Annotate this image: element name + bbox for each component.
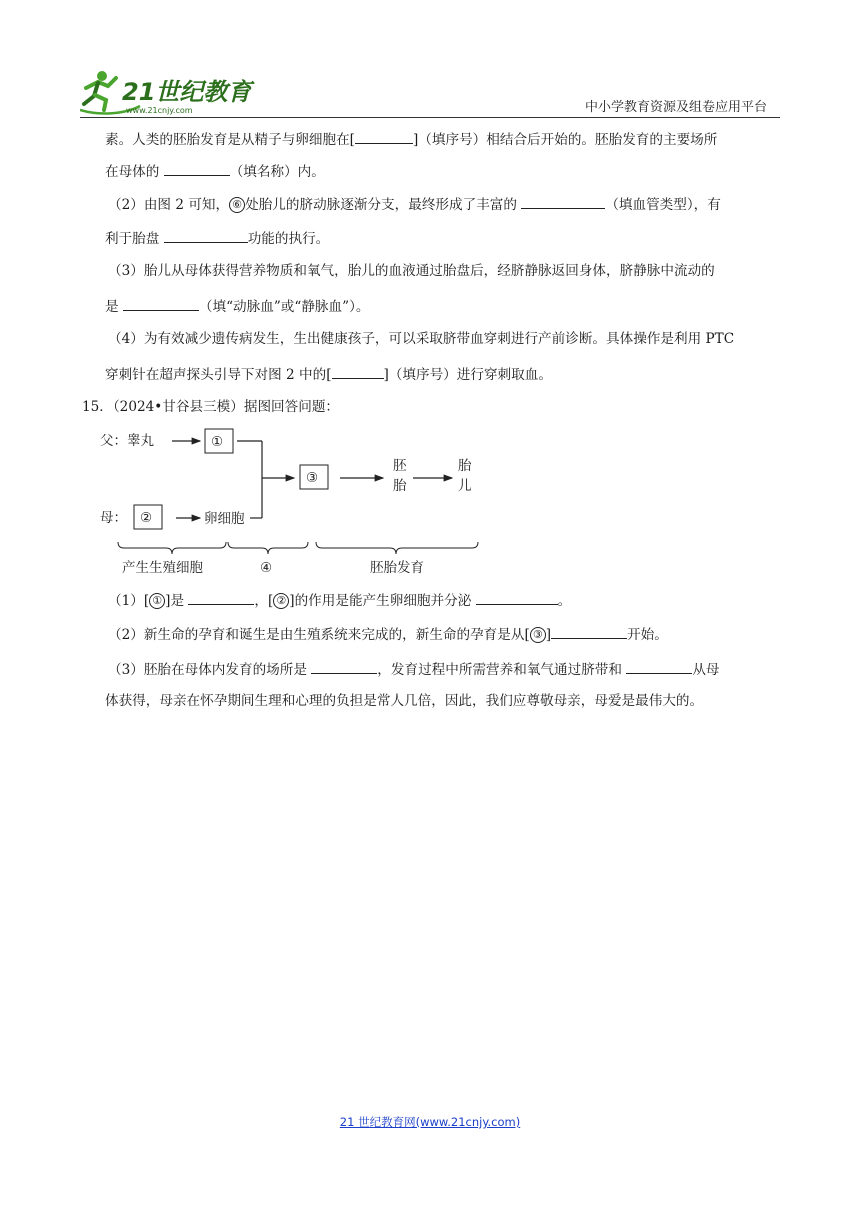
reproduction-diagram <box>100 420 490 585</box>
label-fetus-1: 胎 <box>458 458 472 474</box>
circled-number: ③ <box>530 627 546 643</box>
answer-blank[interactable] <box>355 128 413 144</box>
q15-part3-line2: 体获得，母亲在怀孕期间生理和心理的负担是常人几倍，因此，我们应尊敬母亲，母爱是最伟大的。 <box>105 693 704 709</box>
label-produce-cells: 产生生殖细胞 <box>122 560 203 576</box>
answer-blank[interactable] <box>123 295 199 311</box>
q14-part4-line1: （4）为有效减少遗传病发生，生出健康孩子，可以采取脐带血穿刺进行产前诊断。具体操作是利用 PTC <box>108 331 735 347</box>
q14-part3-line1: （3）胎儿从母体获得营养物质和氧气，胎儿的血液通过胎盘后，经脐静脉返回身体，脐静脉中流动的 <box>108 263 715 279</box>
box-3-label: ③ <box>306 470 319 486</box>
label-embryo-dev: 胚胎发育 <box>370 560 424 576</box>
answer-blank[interactable] <box>188 589 254 605</box>
box-1-label: ① <box>211 434 224 450</box>
answer-blank[interactable] <box>164 160 230 176</box>
answer-blank[interactable] <box>551 623 627 639</box>
logo-url: www.21cnjy.com <box>126 106 193 115</box>
header-divider <box>80 117 780 118</box>
logo-text: 21世纪教育 <box>122 78 252 106</box>
answer-blank[interactable] <box>521 193 605 209</box>
brace-four <box>228 542 308 554</box>
q14-part3-line2: 是 （填“动脉血”或“静脉血”）。 <box>105 295 369 317</box>
answer-blank[interactable] <box>476 589 558 605</box>
q14-part2-line2: 利于胎盘 功能的执行。 <box>105 227 329 249</box>
q15-part1: （1）[ ① ]是 ，[ ② ]的作用是能产生卵细胞并分泌 。 <box>108 589 571 611</box>
circled-number: ① <box>149 593 165 609</box>
label-embryo-2: 胎 <box>393 478 407 494</box>
footer-link[interactable]: 21 世纪教育网(www.21cnjy.com) <box>339 1115 521 1129</box>
q15-part3-line1: （3）胚胎在母体内发育的场所是 ，发育过程中所需营养和氧气通过脐带和 从母 <box>108 658 720 680</box>
q14-part4-line2: 穿刺针在超声探头引导下对图 2 中的[ ]（填序号）进行穿刺取血。 <box>105 363 552 385</box>
label-fetus-2: 儿 <box>458 478 472 494</box>
answer-blank[interactable] <box>164 227 248 243</box>
footer <box>0 1114 860 1130</box>
label-embryo-1: 胚 <box>393 458 407 474</box>
brace-produce-cells <box>118 542 226 554</box>
label-four: ④ <box>260 560 273 576</box>
box-2-label: ② <box>140 510 153 526</box>
platform-name: 中小学教育资源及组卷应用平台 <box>585 100 768 115</box>
answer-blank[interactable] <box>626 658 692 674</box>
q14-line2: 在母体的 （填名称）内。 <box>105 160 325 182</box>
q14-part2-line1: （2）由图 2 可知， ⑥ 处胎儿的脐动脉逐渐分支，最终形成了丰富的 （填血管类型），有 <box>108 193 721 215</box>
label-egg: 卵细胞 <box>204 511 245 527</box>
answer-blank[interactable] <box>332 363 384 379</box>
answer-blank[interactable] <box>311 658 377 674</box>
circled-number: ⑥ <box>229 197 245 213</box>
q15-title: 15．（2024•甘谷县三模）据图回答问题： <box>82 399 340 415</box>
brace-embryo-dev <box>316 542 478 554</box>
site-logo <box>80 66 255 118</box>
label-mother: 母： <box>100 510 127 526</box>
q15-part2: （2）新生命的孕育和诞生是由生殖系统来完成的，新生命的孕育是从[ ③ ] 开始。 <box>108 623 668 645</box>
label-father: 父：睾丸 <box>100 433 154 449</box>
q14-line1: 素。人类的胚胎发育是从精子与卵细胞在[ ]（填序号）相结合后开始的。胚胎发育的主要场所 <box>105 128 717 150</box>
circled-number: ② <box>273 593 289 609</box>
